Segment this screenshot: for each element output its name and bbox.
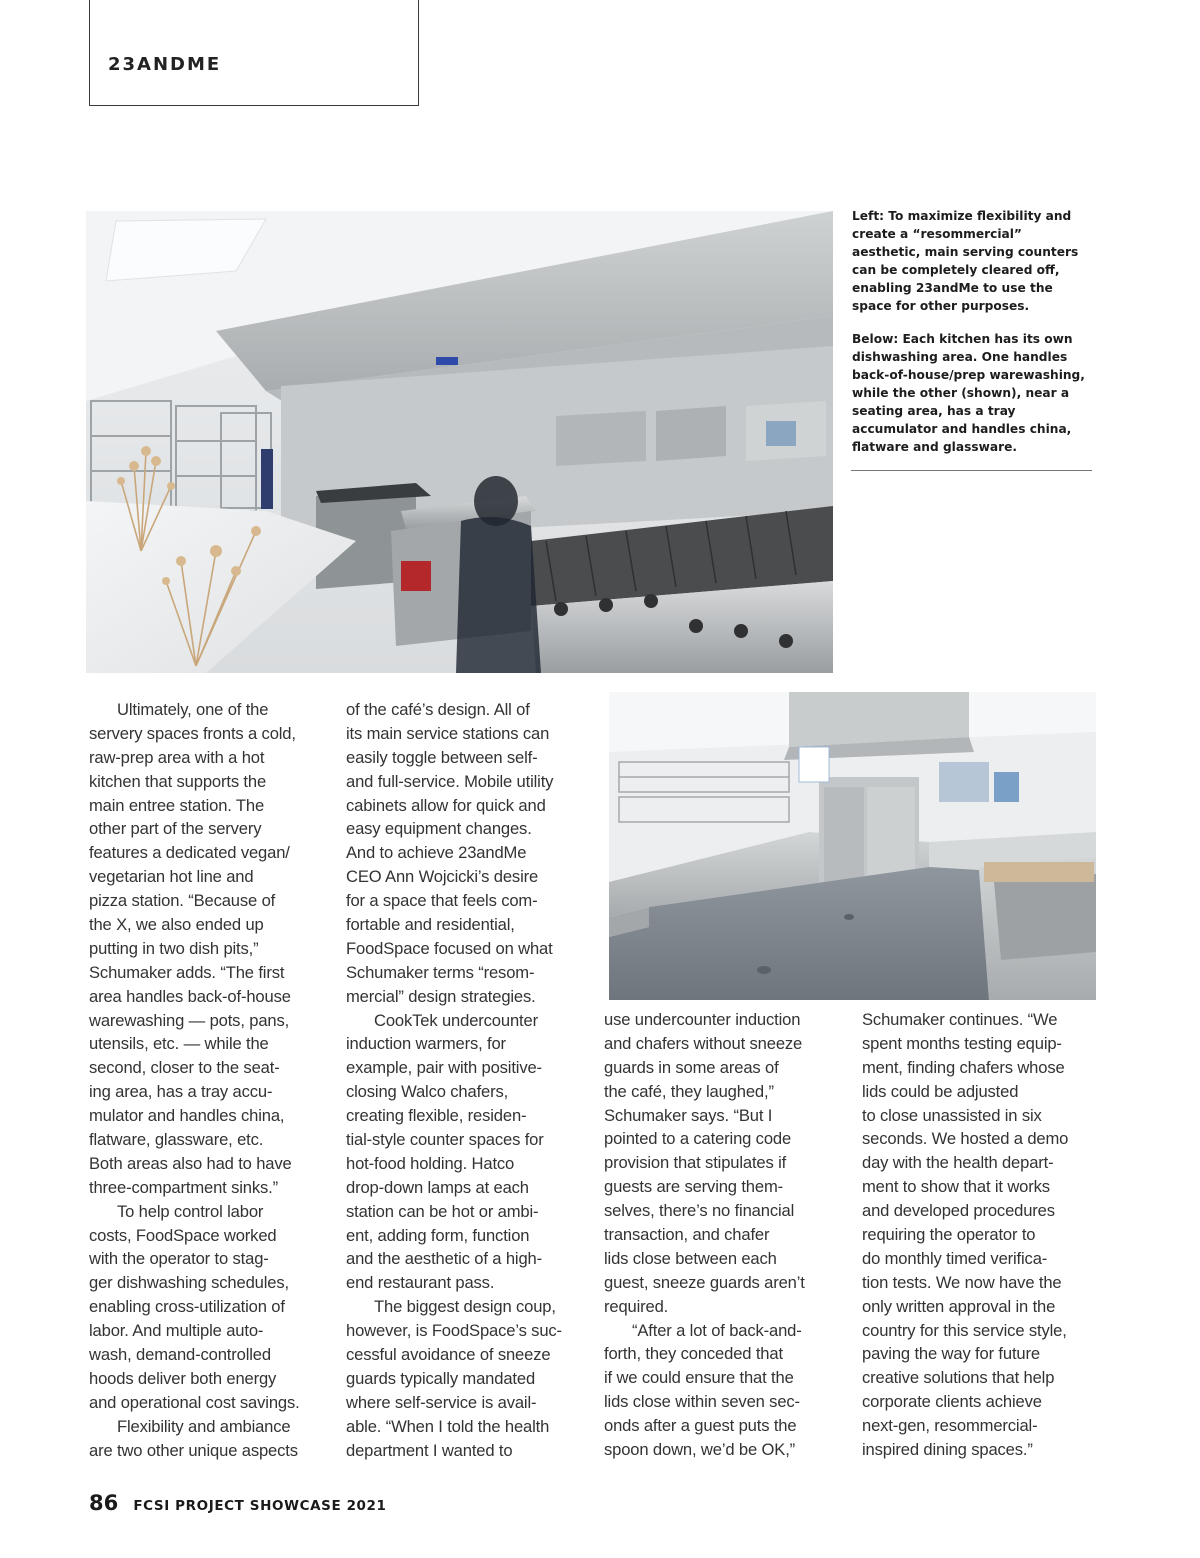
body-text-line: required. xyxy=(604,1296,669,1316)
body-column-3 xyxy=(604,1008,840,1462)
body-text-line: vegetarian hot line and xyxy=(89,867,254,887)
caption-left: Left: To maximize flexibility and create a “resommercial” aesthetic, main serving counters can be completely cleared off, enabling 23andMe to use the space for other purposes. xyxy=(852,209,1079,313)
body-text-line: and chafers without sneeze xyxy=(604,1033,803,1053)
body-text-line: cabinets allow for quick and xyxy=(346,795,546,815)
caption-divider xyxy=(851,470,1092,471)
body-text-line: wash, demand-controlled xyxy=(89,1345,271,1365)
body-text-line: only written approval in the xyxy=(862,1296,1056,1316)
kitchen-cooking-line-photo xyxy=(86,211,833,673)
body-text-line: flatware, glassware, etc. xyxy=(89,1130,264,1150)
body-text-line: CookTek undercounter xyxy=(374,1010,538,1030)
body-text-line: department I wanted to xyxy=(346,1440,513,1460)
body-text-line: And to achieve 23andMe xyxy=(346,843,527,863)
body-text-line: however, is FoodSpace’s suc- xyxy=(346,1321,562,1341)
body-text-line: Schumaker says. “But I xyxy=(604,1105,773,1125)
body-text-line: second, closer to the seat- xyxy=(89,1058,280,1078)
body-text-line: of the café’s design. All of xyxy=(346,700,530,719)
body-text-line: end restaurant pass. xyxy=(346,1273,495,1293)
body-text-line: pizza station. “Because of xyxy=(89,891,276,911)
body-text-line: labor. And multiple auto- xyxy=(89,1321,264,1341)
body-text-line: requiring the operator to xyxy=(862,1225,1036,1245)
publication-title: FCSI PROJECT SHOWCASE 2021 xyxy=(133,1498,387,1514)
body-text-line: provision that stipulates if xyxy=(604,1153,787,1173)
body-text-line: creative solutions that help xyxy=(862,1368,1055,1388)
body-column-1 xyxy=(89,698,325,1463)
body-text-line: area handles back-of-house xyxy=(89,986,291,1006)
body-text-line: are two other unique aspects xyxy=(89,1440,298,1460)
body-text-line: warewashing — pots, pans, xyxy=(89,1010,290,1030)
body-text-line: example, pair with positive- xyxy=(346,1058,542,1078)
caption-below: Below: Each kitchen has its own dishwashing area. One handles back-of-house/prep warewashing, while the other (shown), near a seating area, has a tray accumulator and handles china, flatware and glassware. xyxy=(852,332,1085,454)
body-text-line: guards typically mandated xyxy=(346,1368,536,1388)
body-text-line: ment, finding chafers whose xyxy=(862,1057,1065,1077)
page-footer xyxy=(89,1491,387,1515)
body-text-line: creating flexible, residen- xyxy=(346,1106,527,1126)
body-text-line: To help control labor xyxy=(117,1201,264,1221)
body-text-line: hoods deliver both energy xyxy=(89,1368,277,1388)
body-text-line: ger dishwashing schedules, xyxy=(89,1273,289,1293)
body-text-line: with the operator to stag- xyxy=(89,1249,269,1269)
body-text-line: if we could ensure that the xyxy=(604,1368,794,1388)
body-text-line: closing Walco chafers, xyxy=(346,1082,509,1102)
body-text-line: three-compartment sinks.” xyxy=(89,1177,278,1197)
body-text-line: guest, sneeze guards aren’t xyxy=(604,1272,805,1292)
body-text-line: CEO Ann Wojcicki’s desire xyxy=(346,867,539,887)
body-text-line: selves, there’s no financial xyxy=(604,1201,795,1221)
body-text-line: hot-food holding. Hatco xyxy=(346,1153,515,1173)
body-text-line: induction warmers, for xyxy=(346,1034,506,1054)
body-text-line: inspired dining spaces.” xyxy=(862,1440,1033,1460)
section-header-box xyxy=(89,0,419,106)
body-text-line: tion tests. We now have the xyxy=(862,1272,1062,1292)
body-text-line: fortable and residential, xyxy=(346,915,515,935)
body-text-line: features a dedicated vegan/ xyxy=(89,843,290,863)
body-text-line: enabling cross-utilization of xyxy=(89,1297,285,1317)
body-text-line: raw-prep area with a hot xyxy=(89,747,265,767)
body-text-line: next-gen, resommercial- xyxy=(862,1416,1038,1436)
body-text-line: kitchen that supports the xyxy=(89,771,267,791)
body-text-line: main entree station. The xyxy=(89,795,265,815)
body-text-line: ing area, has a tray accu- xyxy=(89,1082,273,1102)
body-text-line: FoodSpace focused on what xyxy=(346,938,553,958)
body-text-line: Schumaker terms “resom- xyxy=(346,962,535,982)
body-text-line: lids close between each xyxy=(604,1248,777,1268)
body-text-line: for a space that feels com- xyxy=(346,891,538,911)
body-column-2 xyxy=(346,698,582,1463)
body-text-line: seconds. We hosted a demo xyxy=(862,1129,1069,1149)
body-text-line: use undercounter induction xyxy=(604,1010,801,1029)
body-text-line: and developed procedures xyxy=(862,1201,1055,1221)
body-text-line: pointed to a catering code xyxy=(604,1129,792,1149)
body-text-line: cessful avoidance of sneeze xyxy=(346,1345,551,1365)
body-text-line: tial-style counter spaces for xyxy=(346,1130,544,1150)
body-text-line: able. “When I told the health xyxy=(346,1416,550,1436)
body-text-line: day with the health depart- xyxy=(862,1153,1054,1173)
body-text-line: lids close within seven sec- xyxy=(604,1392,800,1412)
body-text-line: paving the way for future xyxy=(862,1344,1040,1364)
body-text-line: guards in some areas of xyxy=(604,1057,779,1077)
body-text-line: the café, they laughed,” xyxy=(604,1081,774,1101)
body-text-line: costs, FoodSpace worked xyxy=(89,1225,277,1245)
body-text-line: Both areas also had to have xyxy=(89,1153,292,1173)
body-text-line: country for this service style, xyxy=(862,1320,1067,1340)
page-number: 86 xyxy=(89,1491,119,1515)
body-text-line: utensils, etc. — while the xyxy=(89,1034,269,1054)
body-text-line: and operational cost savings. xyxy=(89,1392,300,1412)
body-text-line: station can be hot or ambi- xyxy=(346,1201,539,1221)
body-text-line: and full-service. Mobile utility xyxy=(346,771,554,791)
body-text-line: spent months testing equip- xyxy=(862,1033,1062,1053)
body-text-line: transaction, and chafer xyxy=(604,1225,770,1245)
body-text-line: servery spaces fronts a cold, xyxy=(89,723,296,743)
body-text-line: easy equipment changes. xyxy=(346,819,532,839)
body-text-line: Schumaker adds. “The first xyxy=(89,962,285,982)
body-column-4 xyxy=(862,1008,1098,1462)
body-text-line: where self-service is avail- xyxy=(346,1392,537,1412)
body-text-line: mulator and handles china, xyxy=(89,1106,285,1126)
body-text-line: “After a lot of back-and- xyxy=(632,1320,802,1340)
body-text-line: forth, they conceded that xyxy=(604,1344,783,1364)
dishwashing-area-photo xyxy=(609,692,1096,1000)
photo-caption xyxy=(852,207,1090,471)
body-text-line: do monthly timed verifica- xyxy=(862,1248,1048,1268)
body-text-line: ent, adding form, function xyxy=(346,1225,530,1245)
body-text-line: to close unassisted in six xyxy=(862,1105,1042,1125)
body-text-line: the X, we also ended up xyxy=(89,915,264,935)
body-text-line: corporate clients achieve xyxy=(862,1392,1042,1412)
body-text-line: Flexibility and ambiance xyxy=(117,1416,291,1436)
body-text-line: The biggest design coup, xyxy=(374,1297,556,1317)
body-text-line: guests are serving them- xyxy=(604,1177,784,1197)
body-text-line: and the aesthetic of a high- xyxy=(346,1249,542,1269)
body-text-line: its main service stations can xyxy=(346,723,550,743)
body-text-line: Ultimately, one of the xyxy=(117,700,269,719)
body-text-line: mercial” design strategies. xyxy=(346,986,536,1006)
section-tag: 23ANDME xyxy=(108,54,222,75)
body-text-line: lids could be adjusted xyxy=(862,1081,1019,1101)
body-text-line: Schumaker continues. “We xyxy=(862,1010,1058,1029)
body-text-line: ment to show that it works xyxy=(862,1177,1050,1197)
body-text-line: drop-down lamps at each xyxy=(346,1177,529,1197)
body-text-line: other part of the servery xyxy=(89,819,262,839)
body-text-line: easily toggle between self- xyxy=(346,747,538,767)
body-text-line: putting in two dish pits,” xyxy=(89,938,259,958)
body-text-line: spoon down, we’d be OK,” xyxy=(604,1440,796,1460)
body-text-line: onds after a guest puts the xyxy=(604,1416,797,1436)
